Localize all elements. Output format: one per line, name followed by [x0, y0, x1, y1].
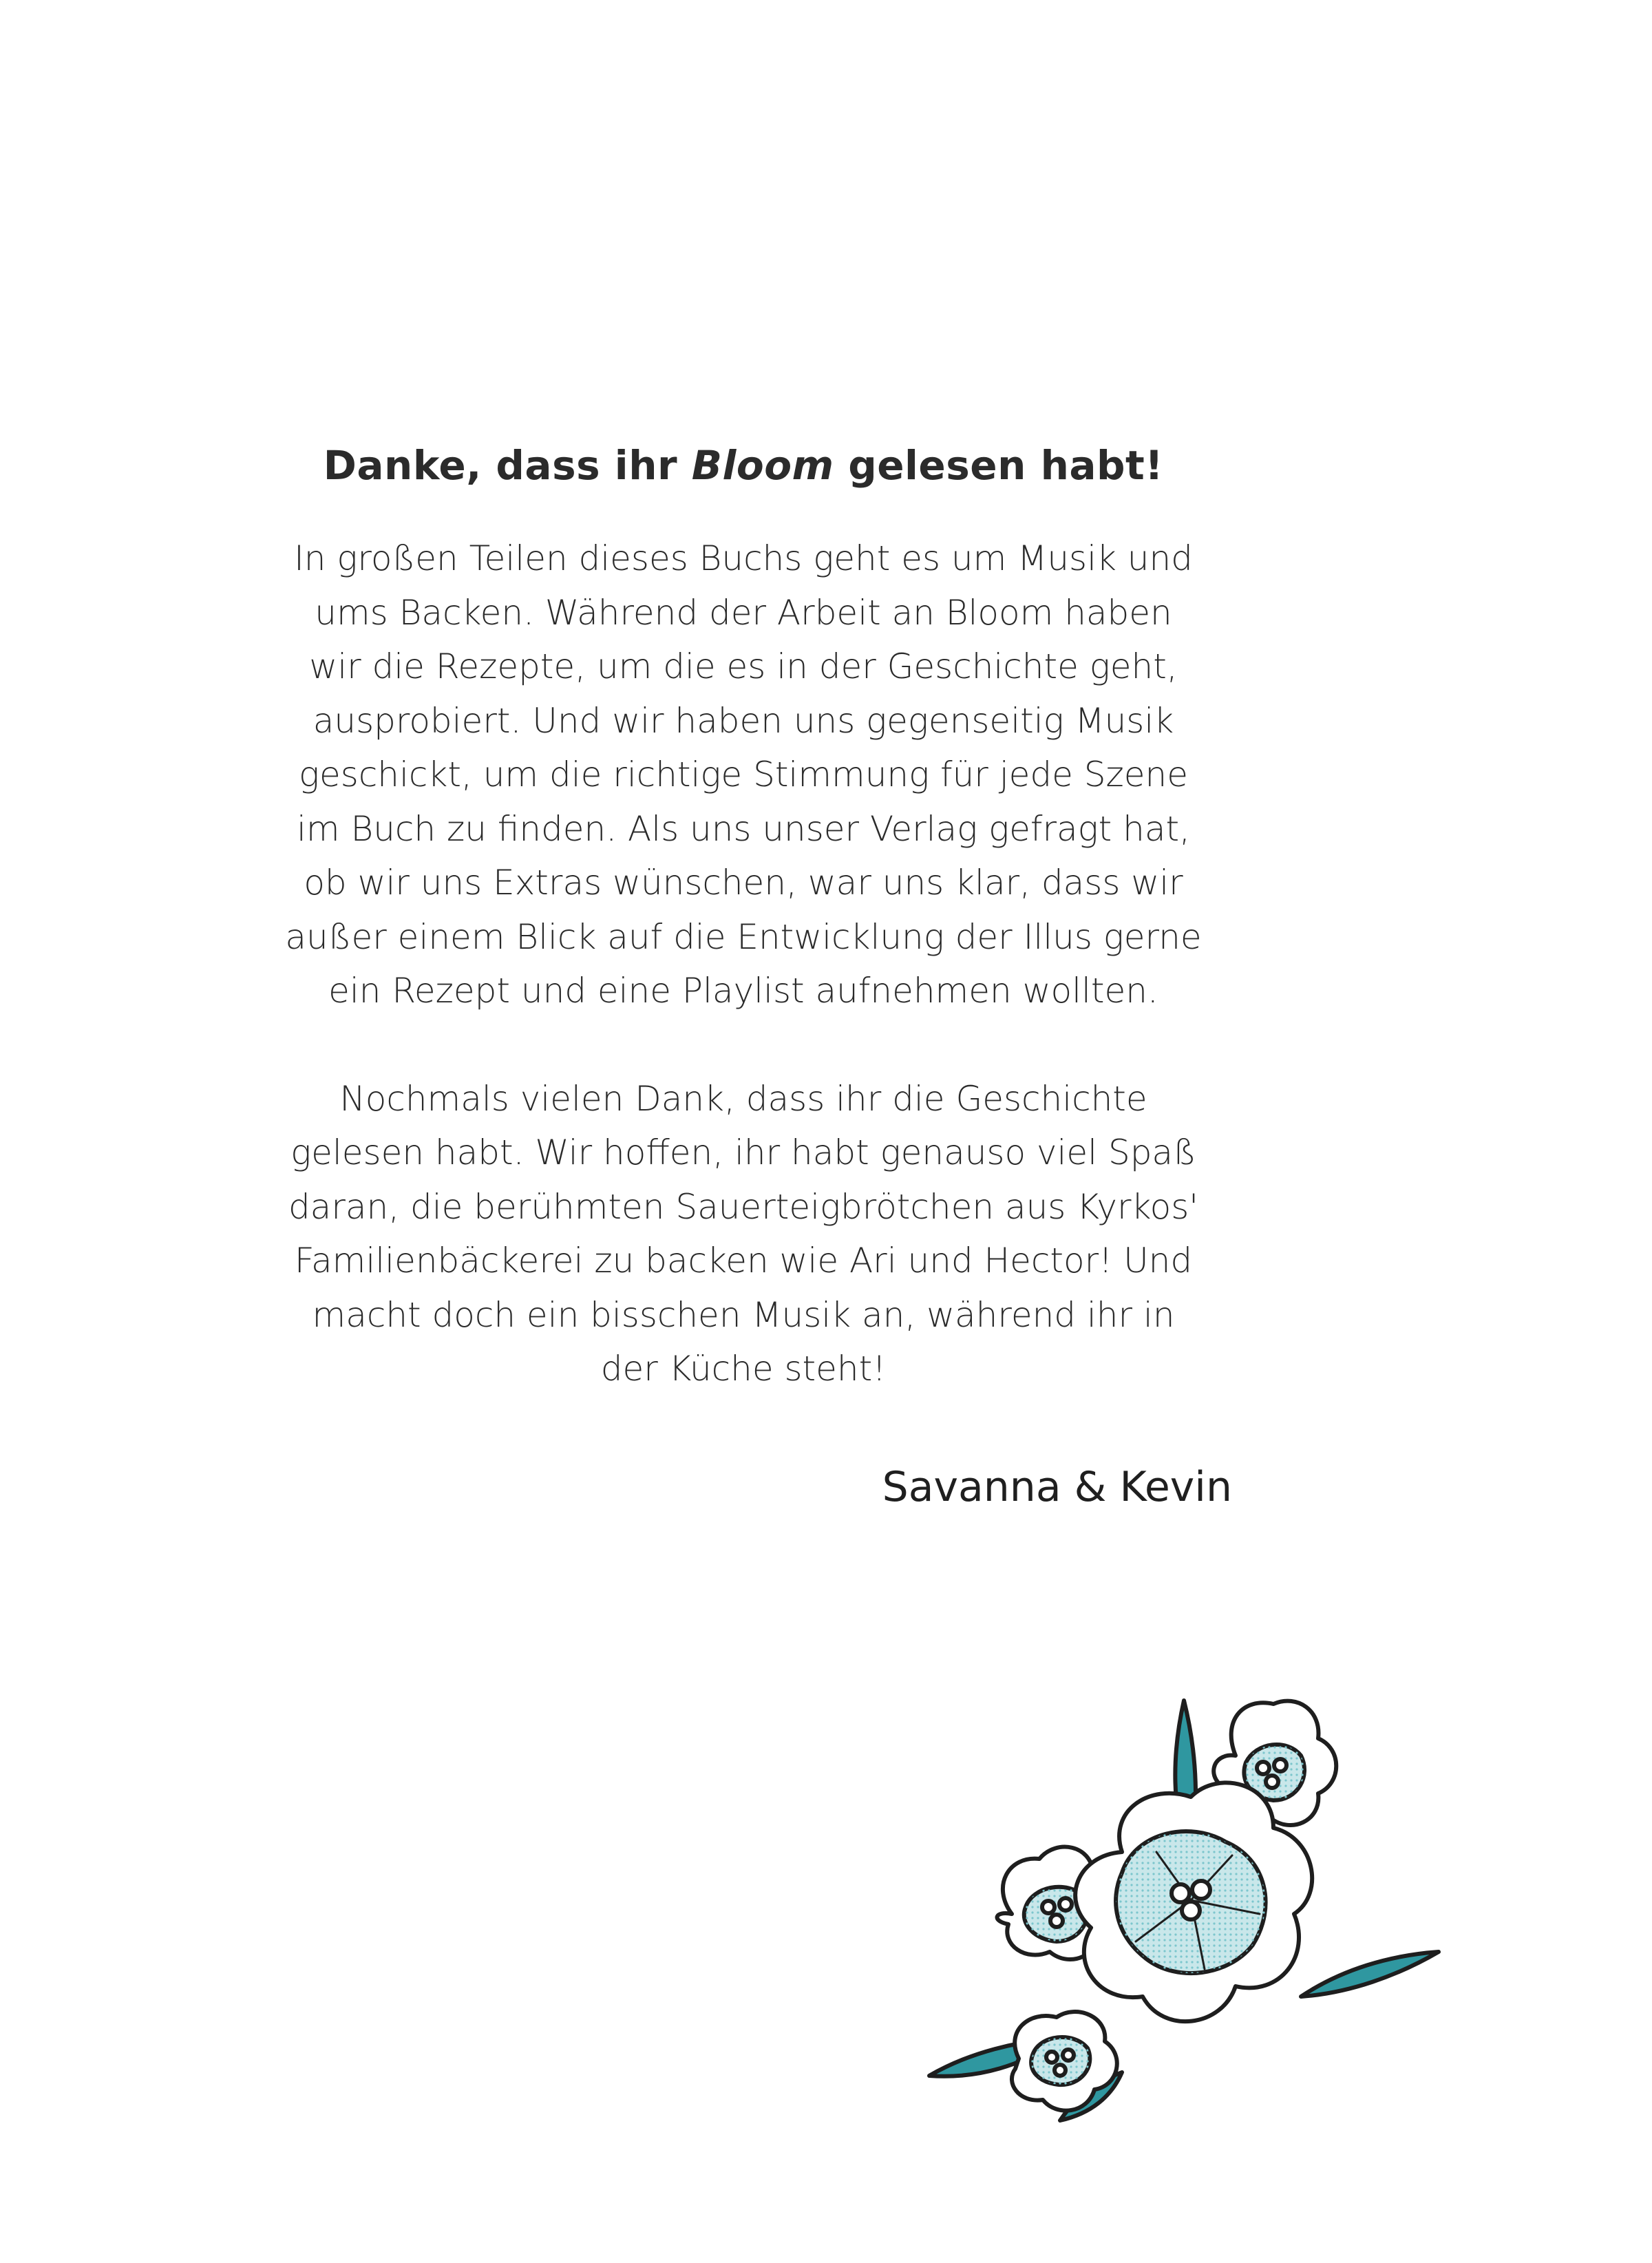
paragraph-1: [255, 531, 1232, 1018]
book-title: Bloom: [691, 442, 834, 489]
flower-bouquet-icon: [915, 1680, 1466, 2134]
paragraph-line: ums Backen. Während der Arbeit an Bloom haben: [315, 592, 1172, 633]
paragraph-line: gelesen habt. Wir hoffen, ihr habt genauso viel Spaß: [290, 1133, 1196, 1172]
thank-you-heading: [255, 434, 1232, 497]
paragraph-line: ausprobiert. Und wir haben uns gegenseitig Musik: [313, 700, 1174, 741]
heading-after: gelesen habt!: [834, 442, 1164, 489]
signature: Savanna & Kevin: [882, 1463, 1232, 1511]
paragraph-line: ob wir uns Extras wünschen, war uns klar, dass wir: [304, 863, 1183, 903]
heading-before: Danke, dass ihr: [323, 442, 692, 489]
paragraph-2: [255, 1072, 1232, 1396]
paragraph-line: im Buch zu finden. Als uns unser Verlag gefragt hat,: [297, 808, 1190, 849]
paragraph-line: ein Rezept und eine Playlist aufnehmen wollten.: [328, 971, 1158, 1011]
paragraph-line: daran, die berühmten Sauerteigbrötchen aus Kyrkos': [288, 1186, 1199, 1227]
letter-body: [255, 434, 1232, 1396]
paragraph-line: wir die Rezepte, um die es in der Geschichte geht,: [309, 646, 1178, 686]
paragraph-line: macht doch ein bisschen Musik an, während ihr in: [312, 1294, 1175, 1335]
paragraph-line: außer einem Blick auf die Entwicklung der Illus gerne: [285, 916, 1202, 957]
paragraph-line: Familienbäckerei zu backen wie Ari und Hector! Und: [294, 1241, 1193, 1281]
paragraph-line: In großen Teilen dieses Buchs geht es um Musik und: [294, 538, 1193, 578]
paragraph-line: geschickt, um die richtige Stimmung für jede Szene: [299, 755, 1188, 794]
paragraph-line: der Küche steht!: [600, 1349, 887, 1389]
paragraph-line: Nochmals vielen Dank, dass ihr die Geschichte: [339, 1078, 1147, 1119]
